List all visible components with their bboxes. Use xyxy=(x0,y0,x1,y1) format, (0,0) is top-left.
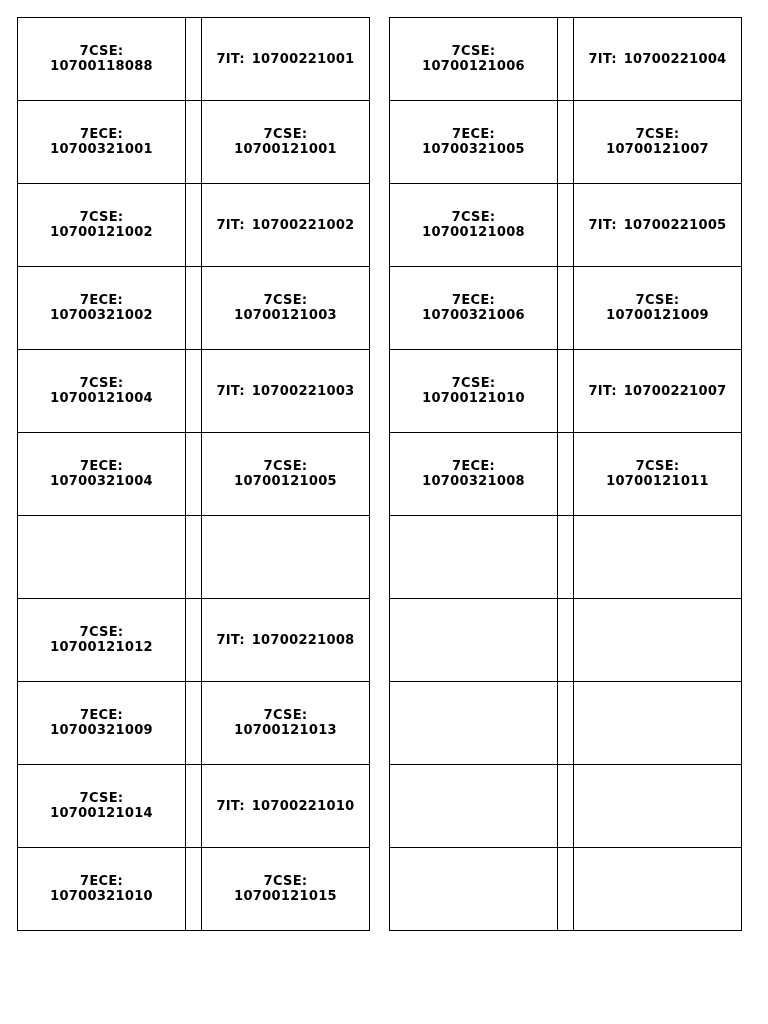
seat-label: 7IT: 10700221005 xyxy=(588,217,727,233)
seat-cell xyxy=(390,682,558,765)
seat-cell xyxy=(202,516,370,599)
seat-cell xyxy=(574,18,742,101)
seat-cell xyxy=(390,765,558,848)
seat-cell xyxy=(18,765,186,848)
seat-row xyxy=(390,682,742,765)
gap-cell xyxy=(558,433,574,516)
seat-label: 7ECE: 10700321008 xyxy=(422,459,525,489)
seat-label: 7ECE: 10700321001 xyxy=(50,127,153,157)
seat-row xyxy=(390,599,742,682)
seat-cell xyxy=(18,848,186,931)
seat-cell xyxy=(574,267,742,350)
gap-cell xyxy=(186,599,202,682)
seat-label: 7CSE: 10700121010 xyxy=(422,376,525,406)
seat-cell xyxy=(390,350,558,433)
seat-cell xyxy=(390,848,558,931)
gap-cell xyxy=(186,433,202,516)
seat-cell xyxy=(390,516,558,599)
gap-cell xyxy=(186,350,202,433)
seating-table-right-body xyxy=(390,18,742,931)
seat-cell xyxy=(390,267,558,350)
seat-label: 7CSE: 10700121007 xyxy=(606,127,709,157)
seat-cell xyxy=(202,682,370,765)
seat-label: 7CSE: 10700121003 xyxy=(234,293,337,323)
seat-label: 7IT: 10700221008 xyxy=(216,632,355,648)
seat-label: 7CSE: 10700121009 xyxy=(606,293,709,323)
seat-label: 7IT: 10700221003 xyxy=(216,383,355,399)
seat-cell xyxy=(202,101,370,184)
seat-cell xyxy=(202,765,370,848)
seat-cell xyxy=(390,184,558,267)
seating-table-left-body xyxy=(18,18,370,931)
seat-row xyxy=(390,433,742,516)
seat-row xyxy=(18,184,370,267)
seat-label: 7ECE: 10700321004 xyxy=(50,459,153,489)
seat-row xyxy=(390,765,742,848)
seat-cell xyxy=(202,599,370,682)
seat-row xyxy=(390,350,742,433)
gap-cell xyxy=(186,101,202,184)
seat-cell xyxy=(202,18,370,101)
seat-cell xyxy=(18,350,186,433)
seat-cell xyxy=(574,765,742,848)
seat-row xyxy=(18,101,370,184)
seat-cell xyxy=(574,682,742,765)
seat-label: 7ECE: 10700321010 xyxy=(50,874,153,904)
seat-cell xyxy=(390,433,558,516)
gap-cell xyxy=(186,267,202,350)
seat-row xyxy=(390,101,742,184)
seat-row xyxy=(390,18,742,101)
seat-row xyxy=(390,267,742,350)
gap-cell xyxy=(186,848,202,931)
seat-cell xyxy=(18,599,186,682)
gap-cell xyxy=(186,765,202,848)
seating-table-right xyxy=(389,17,742,931)
seat-cell xyxy=(574,101,742,184)
seat-cell xyxy=(18,682,186,765)
seat-cell xyxy=(574,516,742,599)
seat-row xyxy=(390,516,742,599)
seat-cell xyxy=(202,848,370,931)
seat-label: 7CSE: 10700121012 xyxy=(50,625,153,655)
seat-label: 7ECE: 10700321006 xyxy=(422,293,525,323)
seat-cell xyxy=(18,101,186,184)
gap-cell xyxy=(558,599,574,682)
gap-cell xyxy=(558,516,574,599)
seat-label: 7CSE: 10700121013 xyxy=(234,708,337,738)
gap-cell xyxy=(558,18,574,101)
seat-cell xyxy=(18,516,186,599)
seating-table-left xyxy=(17,17,370,931)
seat-cell xyxy=(574,184,742,267)
seat-label: 7ECE: 10700321005 xyxy=(422,127,525,157)
seat-label: 7CSE: 10700118088 xyxy=(50,44,153,74)
seat-cell xyxy=(574,433,742,516)
seat-label: 7IT: 10700221004 xyxy=(588,51,727,67)
seat-cell xyxy=(18,267,186,350)
seat-row xyxy=(18,682,370,765)
gap-cell xyxy=(558,848,574,931)
gap-cell xyxy=(186,18,202,101)
seat-label: 7CSE: 10700121006 xyxy=(422,44,525,74)
seat-label: 7IT: 10700221002 xyxy=(216,217,355,233)
seat-label: 7CSE: 10700121011 xyxy=(606,459,709,489)
seat-cell xyxy=(18,18,186,101)
seat-label: 7CSE: 10700121001 xyxy=(234,127,337,157)
seat-row xyxy=(390,848,742,931)
seat-cell xyxy=(390,101,558,184)
seat-label: 7IT: 10700221010 xyxy=(216,798,355,814)
seat-row xyxy=(18,267,370,350)
gap-cell xyxy=(558,267,574,350)
seat-cell xyxy=(390,18,558,101)
seat-row xyxy=(18,599,370,682)
seat-row xyxy=(18,516,370,599)
seat-label: 7IT: 10700221001 xyxy=(216,51,355,67)
seat-cell xyxy=(18,433,186,516)
gap-cell xyxy=(558,101,574,184)
seat-row xyxy=(18,848,370,931)
gap-cell xyxy=(558,765,574,848)
gap-cell xyxy=(186,682,202,765)
seat-cell xyxy=(202,350,370,433)
seat-label: 7ECE: 10700321002 xyxy=(50,293,153,323)
seat-row xyxy=(390,184,742,267)
seat-label: 7CSE: 10700121004 xyxy=(50,376,153,406)
seat-row xyxy=(18,765,370,848)
gap-cell xyxy=(186,184,202,267)
seat-label: 7CSE: 10700121002 xyxy=(50,210,153,240)
seat-row xyxy=(18,433,370,516)
seat-label: 7CSE: 10700121015 xyxy=(234,874,337,904)
gap-cell xyxy=(558,350,574,433)
seat-row xyxy=(18,18,370,101)
seat-label: 7IT: 10700221007 xyxy=(588,383,727,399)
seat-cell xyxy=(390,599,558,682)
seat-cell xyxy=(202,184,370,267)
seat-cell xyxy=(574,848,742,931)
seat-cell xyxy=(574,599,742,682)
seat-cell xyxy=(18,184,186,267)
seat-label: 7CSE: 10700121008 xyxy=(422,210,525,240)
seat-cell xyxy=(574,350,742,433)
seat-label: 7CSE: 10700121014 xyxy=(50,791,153,821)
seat-row xyxy=(18,350,370,433)
seat-label: 7ECE: 10700321009 xyxy=(50,708,153,738)
gap-cell xyxy=(558,682,574,765)
seat-label: 7CSE: 10700121005 xyxy=(234,459,337,489)
seat-cell xyxy=(202,267,370,350)
gap-cell xyxy=(186,516,202,599)
gap-cell xyxy=(558,184,574,267)
seat-cell xyxy=(202,433,370,516)
